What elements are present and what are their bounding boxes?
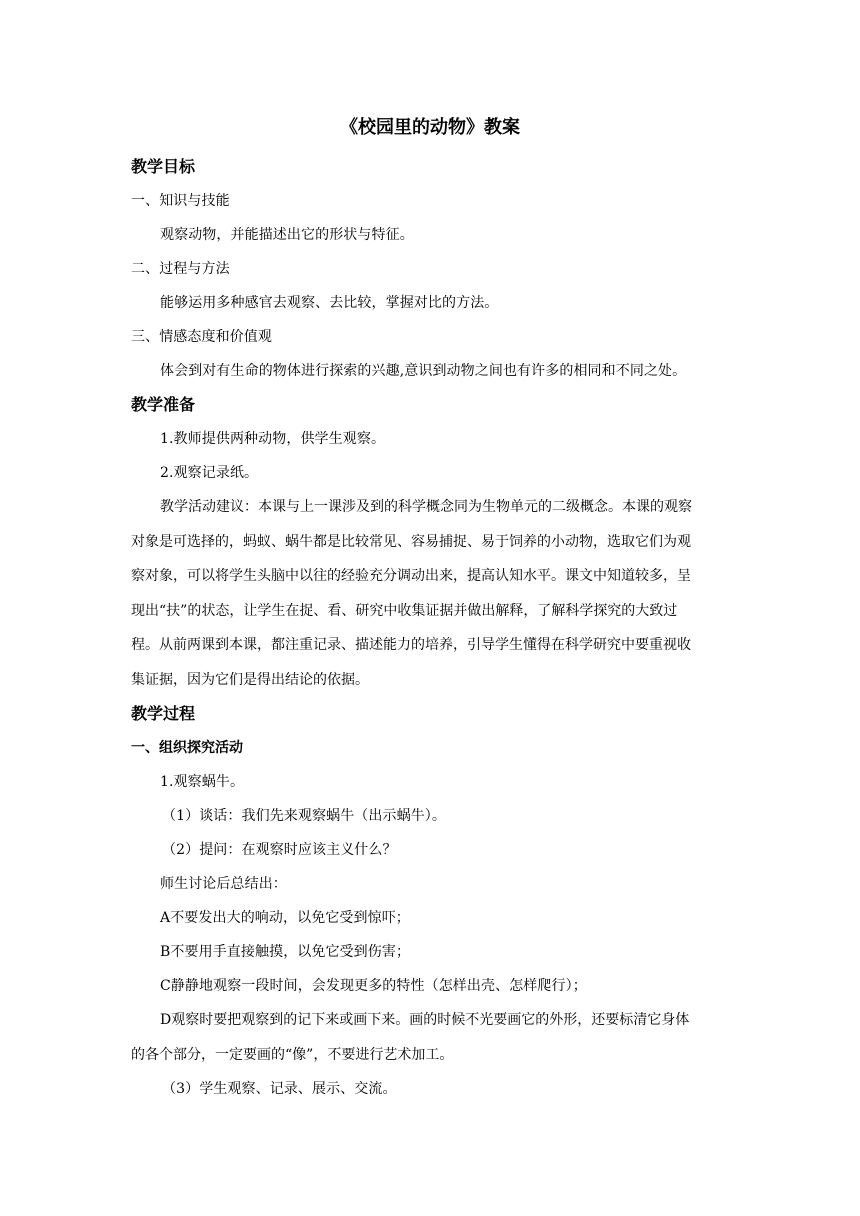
process-summary: 师生讨论后总结出：: [160, 876, 287, 892]
point-d-line: D观察时要把观察到的记下来或画下来。画的时候不光要画它的外形，还要标清它身体: [160, 1012, 690, 1028]
goal-text-knowledge: 观察动物，并能描述出它的形状与特征。: [160, 227, 414, 243]
process-sub-3: （3）学生观察、记录、展示、交流。: [162, 1081, 397, 1097]
document-title: 《校园里的动物》教案: [340, 117, 520, 138]
goal-label-process: 二、过程与方法: [131, 261, 230, 277]
suggestion-line: 现出“扶”的状态，让学生在捉、看、研究中收集证据并做出解释，了解科学探究的大致过: [131, 602, 678, 619]
suggestion-line: 集证据，因为它们是得出结论的依据。: [131, 671, 369, 688]
process-sub-1: （1）谈话：我们先来观察蜗牛（出示蜗牛）。: [162, 808, 447, 824]
goal-text-process: 能够运用多种感官去观察、去比较，掌握对比的方法。: [160, 295, 499, 311]
goal-text-attitude: 体会到对有生命的物体进行探索的兴趣,意识到动物之间也有许多的相同和不同之处。: [160, 363, 687, 379]
suggestion-line: 教学活动建议：本课与上一课涉及到的科学概念同为生物单元的二级概念。本课的观察: [160, 499, 692, 515]
goal-label-knowledge: 一、知识与技能: [131, 193, 230, 209]
process-point-b: B不要用手直接触摸，以免它受到伤害；: [160, 944, 411, 960]
document-body: [131, 150, 731, 1106]
suggestion-line: 程。从前两课到本课，都注重记录、描述能力的培养，引导学生懂得在科学研究中要重视收: [131, 637, 691, 653]
process-sub-2: （2）提问：在观察时应该主义什么？: [162, 842, 397, 858]
process-point-c: C静静地观察一段时间，会发现更多的特性（怎样出壳、怎样爬行）；: [160, 978, 587, 994]
process-point-d-paragraph: [131, 1003, 731, 1072]
goal-label-attitude: 三、情感态度和价值观: [131, 329, 272, 345]
point-d-line: 的各个部分，一定要画的“像”，不要进行艺术加工。: [131, 1046, 454, 1063]
section-heading-process: 教学过程: [131, 704, 196, 723]
suggestion-line: 对象是可选择的，蚂蚁、蜗牛都是比较常见、容易捕捉、易于饲养的小动物，选取它们为观: [131, 533, 691, 550]
section-heading-goals: 教学目标: [131, 157, 196, 176]
process-subheading: 一、组织探究活动: [131, 740, 243, 756]
prep-item-1: 1.教师提供两种动物，供学生观察。: [160, 431, 386, 447]
process-step-1: 1.观察蜗牛。: [160, 774, 245, 790]
suggestion-line: 察对象，可以将学生头脑中以往的经验充分调动出来，提高认知水平。课文中知道较多，呈: [131, 568, 691, 584]
activity-suggestion-paragraph: [131, 490, 731, 697]
section-heading-prep: 教学准备: [131, 395, 196, 414]
prep-item-2: 2.观察记录纸。: [160, 465, 259, 481]
process-point-a: A不要发出大的响动，以免它受到惊吓；: [160, 910, 410, 926]
